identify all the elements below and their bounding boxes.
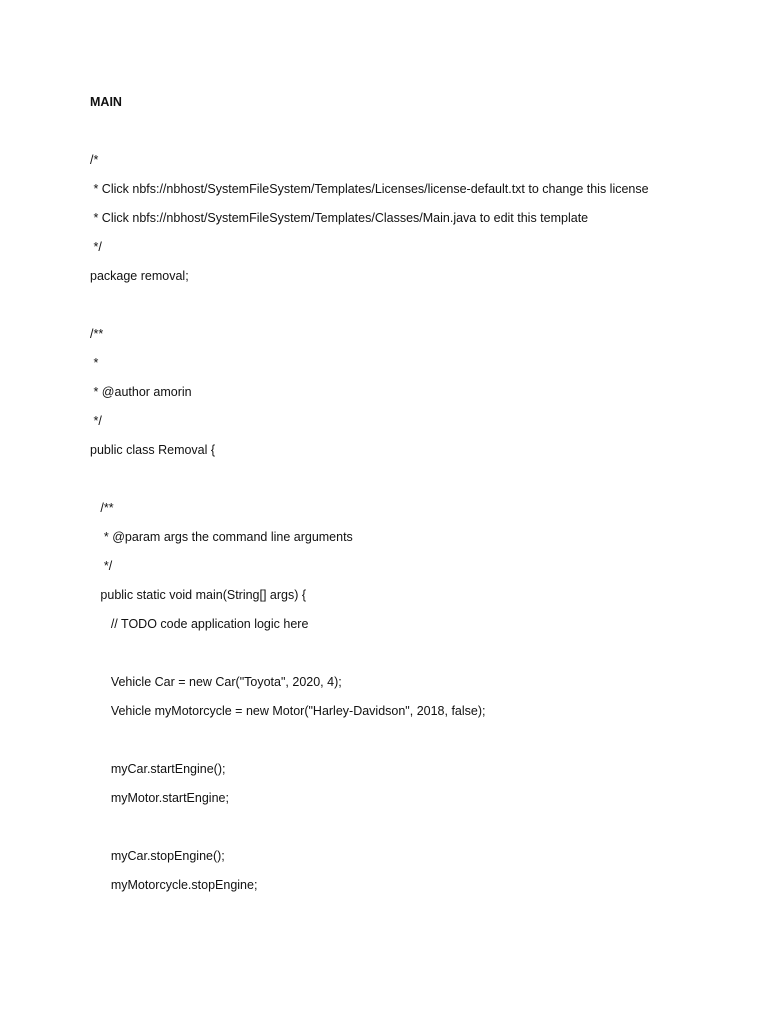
- code-line: */: [90, 559, 113, 573]
- code-line: public static void main(String[] args) {: [90, 588, 307, 602]
- code-line: package removal;: [90, 269, 189, 283]
- code-line: public class Removal {: [90, 443, 216, 457]
- code-line: */: [90, 414, 102, 428]
- code-line: myMotorcycle.stopEngine;: [90, 878, 258, 892]
- code-line: *: [90, 356, 99, 370]
- code-line: myCar.stopEngine();: [90, 849, 225, 863]
- code-line: /**: [90, 327, 104, 341]
- code-line: myCar.startEngine();: [90, 762, 226, 776]
- code-line: * Click nbfs://nbhost/SystemFileSystem/Templates/Licenses/license-default.txt to change this license: [90, 182, 649, 196]
- document-heading: MAIN: [90, 95, 122, 109]
- code-line: */: [90, 240, 102, 254]
- code-line: * Click nbfs://nbhost/SystemFileSystem/Templates/Classes/Main.java to edit this template: [90, 211, 589, 225]
- code-line: // TODO code application logic here: [90, 617, 309, 631]
- code-line: myMotor.startEngine;: [90, 791, 229, 805]
- code-line: * @param args the command line arguments: [90, 530, 353, 544]
- code-line: /**: [90, 501, 114, 515]
- code-line: Vehicle myMotorcycle = new Motor("Harley-Davidson", 2018, false);: [90, 704, 486, 718]
- code-line: Vehicle Car = new Car("Toyota", 2020, 4);: [90, 675, 342, 689]
- code-line: /*: [90, 153, 99, 167]
- code-line: * @author amorin: [90, 385, 192, 399]
